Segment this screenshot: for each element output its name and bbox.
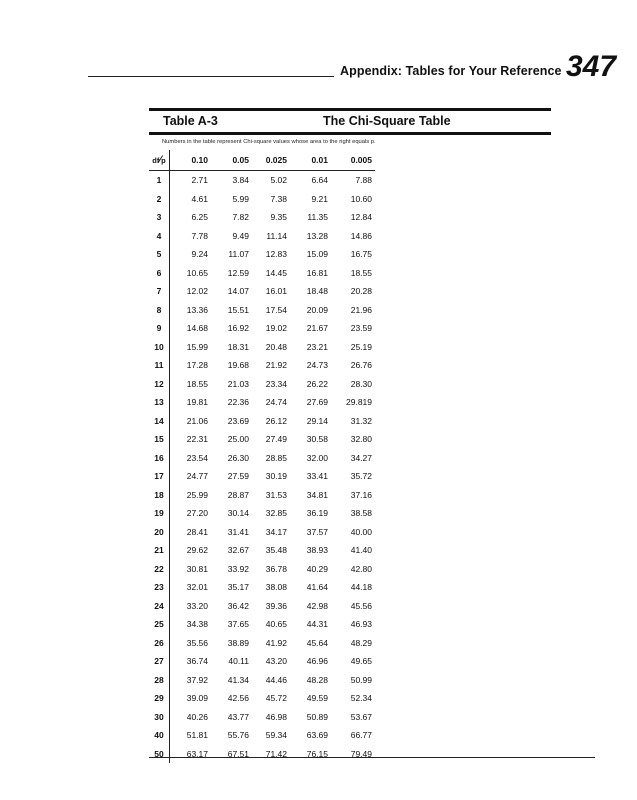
value-cell: 20.48 — [265, 341, 287, 352]
value-cell: 31.32 — [350, 415, 372, 426]
value-cell: 33.20 — [186, 600, 208, 611]
df-cell: 10 — [149, 338, 170, 357]
value-cell: 67.51 — [227, 748, 249, 759]
value-cell: 15.09 — [306, 249, 328, 260]
df-cell: 12 — [149, 375, 170, 394]
value-cell: 43.77 — [227, 711, 249, 722]
value-cell: 51.81 — [186, 730, 208, 741]
value-cell: 21.92 — [265, 360, 287, 371]
value-cell: 42.56 — [227, 693, 249, 704]
header-rule — [88, 76, 334, 77]
value-cell: 71.42 — [265, 748, 287, 759]
value-cell: 18.31 — [227, 341, 249, 352]
df-cell: 22 — [149, 560, 170, 579]
table-row — [149, 171, 375, 190]
value-cell: 35.17 — [227, 582, 249, 593]
df-cell: 15 — [149, 430, 170, 449]
value-cell: 16.81 — [306, 267, 328, 278]
table-row — [149, 430, 375, 449]
table-row — [149, 375, 375, 394]
value-cell: 79.49 — [350, 748, 372, 759]
corner-cell: df⁄p — [149, 150, 170, 171]
df-cell: 30 — [149, 708, 170, 727]
value-cell: 40.11 — [228, 656, 249, 667]
value-cell: 30.58 — [306, 434, 328, 445]
value-cell: 26.76 — [350, 360, 372, 371]
value-cell: 50.99 — [350, 674, 372, 685]
column-header: 0.10 — [170, 150, 216, 171]
value-cell: 66.77 — [350, 730, 372, 741]
df-cell: 50 — [149, 745, 170, 764]
page-number: 347 — [566, 50, 617, 83]
value-cell: 37.57 — [306, 526, 328, 537]
value-cell: 26.12 — [265, 415, 287, 426]
df-cell: 40 — [149, 726, 170, 745]
value-cell: 28.87 — [227, 489, 249, 500]
value-cell: 27.59 — [227, 471, 249, 482]
value-cell: 14.68 — [186, 323, 208, 334]
table-row — [149, 356, 375, 375]
value-cell: 34.38 — [186, 619, 208, 630]
table-row — [149, 634, 375, 653]
value-cell: 35.56 — [186, 637, 208, 648]
df-cell: 29 — [149, 689, 170, 708]
table-row — [149, 282, 375, 301]
column-header: 0.025 — [249, 150, 287, 171]
table-row — [149, 190, 375, 209]
table-row — [149, 449, 375, 468]
value-cell: 33.41 — [306, 471, 328, 482]
value-cell: 59.34 — [265, 730, 287, 741]
df-cell: 1 — [149, 171, 170, 190]
value-cell: 22.36 — [227, 397, 249, 408]
value-cell: 27.20 — [186, 508, 208, 519]
value-cell: 20.09 — [306, 304, 328, 315]
value-cell: 46.93 — [350, 619, 372, 630]
value-cell: 11.35 — [307, 212, 328, 223]
header-row — [149, 150, 375, 171]
value-cell: 40.26 — [186, 711, 208, 722]
value-cell: 18.55 — [350, 267, 372, 278]
table-note: Numbers in the table represent Chi-square values whose area to the right equals p. — [162, 139, 376, 145]
value-cell: 19.81 — [186, 397, 208, 408]
value-cell: 40.65 — [265, 619, 287, 630]
df-cell: 25 — [149, 615, 170, 634]
value-cell: 32.01 — [186, 582, 208, 593]
value-cell: 17.28 — [186, 360, 208, 371]
value-cell: 9.24 — [191, 249, 208, 260]
value-cell: 41.92 — [265, 637, 287, 648]
table-row — [149, 745, 375, 764]
value-cell: 26.22 — [306, 378, 328, 389]
value-cell: 12.59 — [227, 267, 249, 278]
value-cell: 48.28 — [306, 674, 328, 685]
df-cell: 8 — [149, 301, 170, 320]
value-cell: 7.82 — [232, 212, 249, 223]
value-cell: 21.96 — [350, 304, 372, 315]
value-cell: 24.74 — [265, 397, 287, 408]
column-header: 0.005 — [328, 150, 375, 171]
df-cell: 17 — [149, 467, 170, 486]
df-cell: 6 — [149, 264, 170, 283]
table-heading-bar — [149, 108, 551, 135]
df-cell: 26 — [149, 634, 170, 653]
value-cell: 2.71 — [191, 175, 208, 186]
df-cell: 23 — [149, 578, 170, 597]
df-cell: 19 — [149, 504, 170, 523]
table-row — [149, 615, 375, 634]
value-cell: 10.65 — [186, 267, 208, 278]
value-cell: 76.15 — [306, 748, 328, 759]
table-row — [149, 726, 375, 745]
value-cell: 46.96 — [306, 656, 328, 667]
table-row — [149, 541, 375, 560]
value-cell: 12.02 — [186, 286, 208, 297]
table-row — [149, 264, 375, 283]
value-cell: 3.84 — [232, 175, 249, 186]
value-cell: 37.65 — [227, 619, 249, 630]
value-cell: 45.56 — [350, 600, 372, 611]
value-cell: 38.93 — [306, 545, 328, 556]
value-cell: 45.64 — [306, 637, 328, 648]
chi-square-table — [149, 150, 375, 763]
value-cell: 53.67 — [350, 711, 372, 722]
value-cell: 38.08 — [265, 582, 287, 593]
value-cell: 14.07 — [227, 286, 249, 297]
df-cell: 7 — [149, 282, 170, 301]
value-cell: 9.21 — [311, 193, 328, 204]
value-cell: 5.02 — [270, 175, 287, 186]
value-cell: 44.46 — [265, 674, 287, 685]
value-cell: 6.64 — [311, 175, 328, 186]
value-cell: 21.67 — [306, 323, 328, 334]
value-cell: 41.40 — [350, 545, 372, 556]
value-cell: 25.00 — [227, 434, 249, 445]
value-cell: 34.81 — [306, 489, 328, 500]
value-cell: 46.98 — [265, 711, 287, 722]
value-cell: 23.21 — [306, 341, 328, 352]
value-cell: 29.14 — [306, 415, 328, 426]
df-cell: 18 — [149, 486, 170, 505]
value-cell: 22.31 — [186, 434, 208, 445]
value-cell: 23.59 — [350, 323, 372, 334]
table-row — [149, 671, 375, 690]
value-cell: 27.49 — [265, 434, 287, 445]
value-cell: 35.72 — [350, 471, 372, 482]
table-row — [149, 245, 375, 264]
value-cell: 28.41 — [186, 526, 208, 537]
df-cell: 4 — [149, 227, 170, 246]
value-cell: 36.78 — [265, 563, 287, 574]
df-cell: 16 — [149, 449, 170, 468]
bottom-rule — [149, 757, 595, 758]
table-row — [149, 597, 375, 616]
value-cell: 29.819 — [346, 397, 372, 408]
value-cell: 12.84 — [350, 212, 372, 223]
running-header-title: Appendix: Tables for Your Reference — [340, 64, 562, 78]
value-cell: 63.17 — [186, 748, 208, 759]
value-cell: 19.68 — [227, 360, 249, 371]
value-cell: 13.36 — [186, 304, 208, 315]
df-cell: 14 — [149, 412, 170, 431]
value-cell: 11.14 — [266, 230, 287, 241]
value-cell: 6.25 — [191, 212, 208, 223]
value-cell: 49.59 — [306, 693, 328, 704]
df-cell: 24 — [149, 597, 170, 616]
value-cell: 44.18 — [350, 582, 372, 593]
df-cell: 5 — [149, 245, 170, 264]
value-cell: 10.60 — [350, 193, 372, 204]
value-cell: 31.53 — [265, 489, 287, 500]
value-cell: 36.74 — [186, 656, 208, 667]
value-cell: 49.65 — [350, 656, 372, 667]
value-cell: 31.41 — [227, 526, 249, 537]
value-cell: 36.42 — [227, 600, 249, 611]
value-cell: 32.00 — [306, 452, 328, 463]
df-cell: 28 — [149, 671, 170, 690]
value-cell: 17.54 — [265, 304, 287, 315]
table-row — [149, 227, 375, 246]
df-cell: 13 — [149, 393, 170, 412]
value-cell: 29.62 — [186, 545, 208, 556]
table-row — [149, 208, 375, 227]
column-header: 0.01 — [287, 150, 328, 171]
value-cell: 42.98 — [306, 600, 328, 611]
df-cell: 3 — [149, 208, 170, 227]
value-cell: 38.89 — [227, 637, 249, 648]
df-cell: 9 — [149, 319, 170, 338]
value-cell: 30.81 — [186, 563, 208, 574]
df-cell: 2 — [149, 190, 170, 209]
table-label: Table A-3 — [163, 114, 218, 128]
value-cell: 38.58 — [350, 508, 372, 519]
value-cell: 20.28 — [350, 286, 372, 297]
value-cell: 30.19 — [265, 471, 287, 482]
corner-p-label: p — [161, 155, 166, 165]
value-cell: 18.48 — [306, 286, 328, 297]
value-cell: 21.06 — [186, 415, 208, 426]
value-cell: 18.55 — [186, 378, 208, 389]
df-cell: 27 — [149, 652, 170, 671]
value-cell: 7.78 — [191, 230, 208, 241]
value-cell: 35.48 — [265, 545, 287, 556]
column-header: 0.05 — [215, 150, 249, 171]
value-cell: 30.14 — [227, 508, 249, 519]
value-cell: 23.34 — [265, 378, 287, 389]
value-cell: 16.75 — [350, 249, 372, 260]
value-cell: 39.09 — [186, 693, 208, 704]
table-row — [149, 560, 375, 579]
df-cell: 21 — [149, 541, 170, 560]
value-cell: 28.30 — [350, 378, 372, 389]
value-cell: 23.54 — [186, 452, 208, 463]
table-row — [149, 523, 375, 542]
value-cell: 37.92 — [186, 674, 208, 685]
value-cell: 50.89 — [306, 711, 328, 722]
value-cell: 41.34 — [227, 674, 249, 685]
df-cell: 11 — [149, 356, 170, 375]
value-cell: 16.01 — [265, 286, 287, 297]
table-row — [149, 504, 375, 523]
value-cell: 9.49 — [232, 230, 249, 241]
value-cell: 34.17 — [265, 526, 287, 537]
value-cell: 15.99 — [186, 341, 208, 352]
table-body — [149, 171, 375, 764]
value-cell: 32.67 — [227, 545, 249, 556]
value-cell: 7.88 — [355, 175, 372, 186]
table-row — [149, 412, 375, 431]
table-row — [149, 393, 375, 412]
value-cell: 45.72 — [265, 693, 287, 704]
value-cell: 7.38 — [270, 193, 287, 204]
value-cell: 13.28 — [306, 230, 328, 241]
value-cell: 14.86 — [350, 230, 372, 241]
value-cell: 26.30 — [227, 452, 249, 463]
table-row — [149, 467, 375, 486]
value-cell: 23.69 — [227, 415, 249, 426]
value-cell: 9.35 — [270, 212, 287, 223]
corner-df-label: df — [152, 155, 160, 165]
value-cell: 40.29 — [306, 563, 328, 574]
value-cell: 5.99 — [232, 193, 249, 204]
value-cell: 25.99 — [186, 489, 208, 500]
table-row — [149, 319, 375, 338]
value-cell: 37.16 — [350, 489, 372, 500]
value-cell: 52.34 — [350, 693, 372, 704]
table-row — [149, 578, 375, 597]
table-row — [149, 486, 375, 505]
value-cell: 21.03 — [227, 378, 249, 389]
value-cell: 32.80 — [350, 434, 372, 445]
value-cell: 11.07 — [228, 249, 249, 260]
value-cell: 36.19 — [306, 508, 328, 519]
value-cell: 12.83 — [265, 249, 287, 260]
value-cell: 44.31 — [306, 619, 328, 630]
value-cell: 41.64 — [306, 582, 328, 593]
value-cell: 16.92 — [227, 323, 249, 334]
table-row — [149, 652, 375, 671]
value-cell: 19.02 — [265, 323, 287, 334]
value-cell: 40.00 — [350, 526, 372, 537]
value-cell: 24.77 — [186, 471, 208, 482]
table-row — [149, 689, 375, 708]
value-cell: 42.80 — [350, 563, 372, 574]
chi-square-table-block — [149, 108, 551, 763]
table-title: The Chi-Square Table — [323, 114, 451, 128]
value-cell: 32.85 — [265, 508, 287, 519]
table-row — [149, 708, 375, 727]
value-cell: 24.73 — [306, 360, 328, 371]
df-cell: 20 — [149, 523, 170, 542]
value-cell: 14.45 — [265, 267, 287, 278]
value-cell: 28.85 — [265, 452, 287, 463]
value-cell: 34.27 — [350, 452, 372, 463]
value-cell: 25.19 — [350, 341, 372, 352]
value-cell: 39.36 — [265, 600, 287, 611]
table-row — [149, 338, 375, 357]
value-cell: 15.51 — [227, 304, 249, 315]
value-cell: 48.29 — [350, 637, 372, 648]
value-cell: 33.92 — [227, 563, 249, 574]
value-cell: 55.76 — [227, 730, 249, 741]
value-cell: 43.20 — [265, 656, 287, 667]
value-cell: 4.61 — [191, 193, 208, 204]
value-cell: 63.69 — [306, 730, 328, 741]
value-cell: 27.69 — [306, 397, 328, 408]
table-row — [149, 301, 375, 320]
